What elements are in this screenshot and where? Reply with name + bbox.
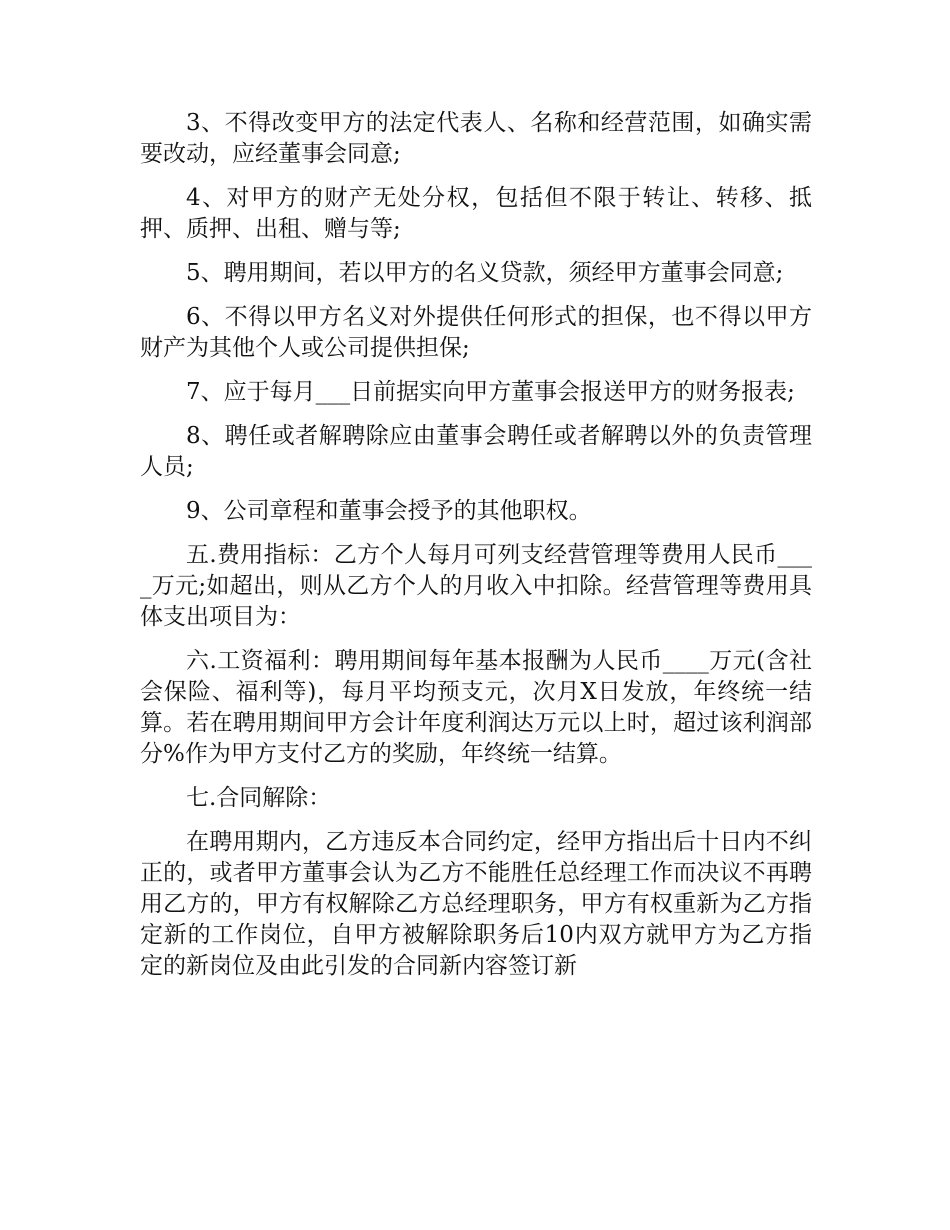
clause-3: 3、不得改变甲方的法定代表人、名称和经营范围，如确实需要改动，应经董事会同意; [140,110,812,167]
clause-5: 5、聘用期间，若以甲方的名义贷款，须经甲方董事会同意; [186,260,784,286]
section-7-body: 在聘用期内，乙方违反本合同约定，经甲方指出后十日内不纠正的，或者甲方董事会认为乙方不能胜任总经理工作而决议不再聘用乙方的，甲方有权解除乙方总经理职务，甲方有权重新为乙方指定新的工作岗位，自甲方被解除职务后10内双方就甲方为乙方指定的新岗位及由此引发的合同新内容签订新 [140,829,812,979]
clause-9: 9、公司章程和董事会授予的其他职权。 [186,498,592,524]
clause-8: 8、聘任或者解聘除应由董事会聘任或者解聘以外的负责管理人员; [140,423,812,480]
section-7-heading: 七.合同解除： [186,785,332,811]
section-6-salary-benefits: 六.工资福利：聘用期间每年基本报酬为人民币____万元(含社会保险、福利等)，每月平均预支元，次月X日发放，年终统一结算。若在聘用期间甲方会计年度利润达万元以上时，超过该利润部分%作为甲方支付乙方的奖励，年终统一结算。 [140,648,812,767]
clause-4: 4、对甲方的财产无处分权，包括但不限于转让、转移、抵押、质押、出租、赠与等; [140,185,812,242]
clause-7: 7、应于每月___日前据实向甲方董事会报送甲方的财务报表; [186,379,795,405]
clause-6: 6、不得以甲方名义对外提供任何形式的担保，也不得以甲方财产为其他个人或公司提供担保; [140,304,812,361]
section-5-expense-indicators: 五.费用指标：乙方个人每月可列支经营管理等费用人民币____万元;如超出，则从乙方个人的月收入中扣除。经营管理等费用具体支出项目为： [140,542,812,630]
document-page [140,108,812,995]
